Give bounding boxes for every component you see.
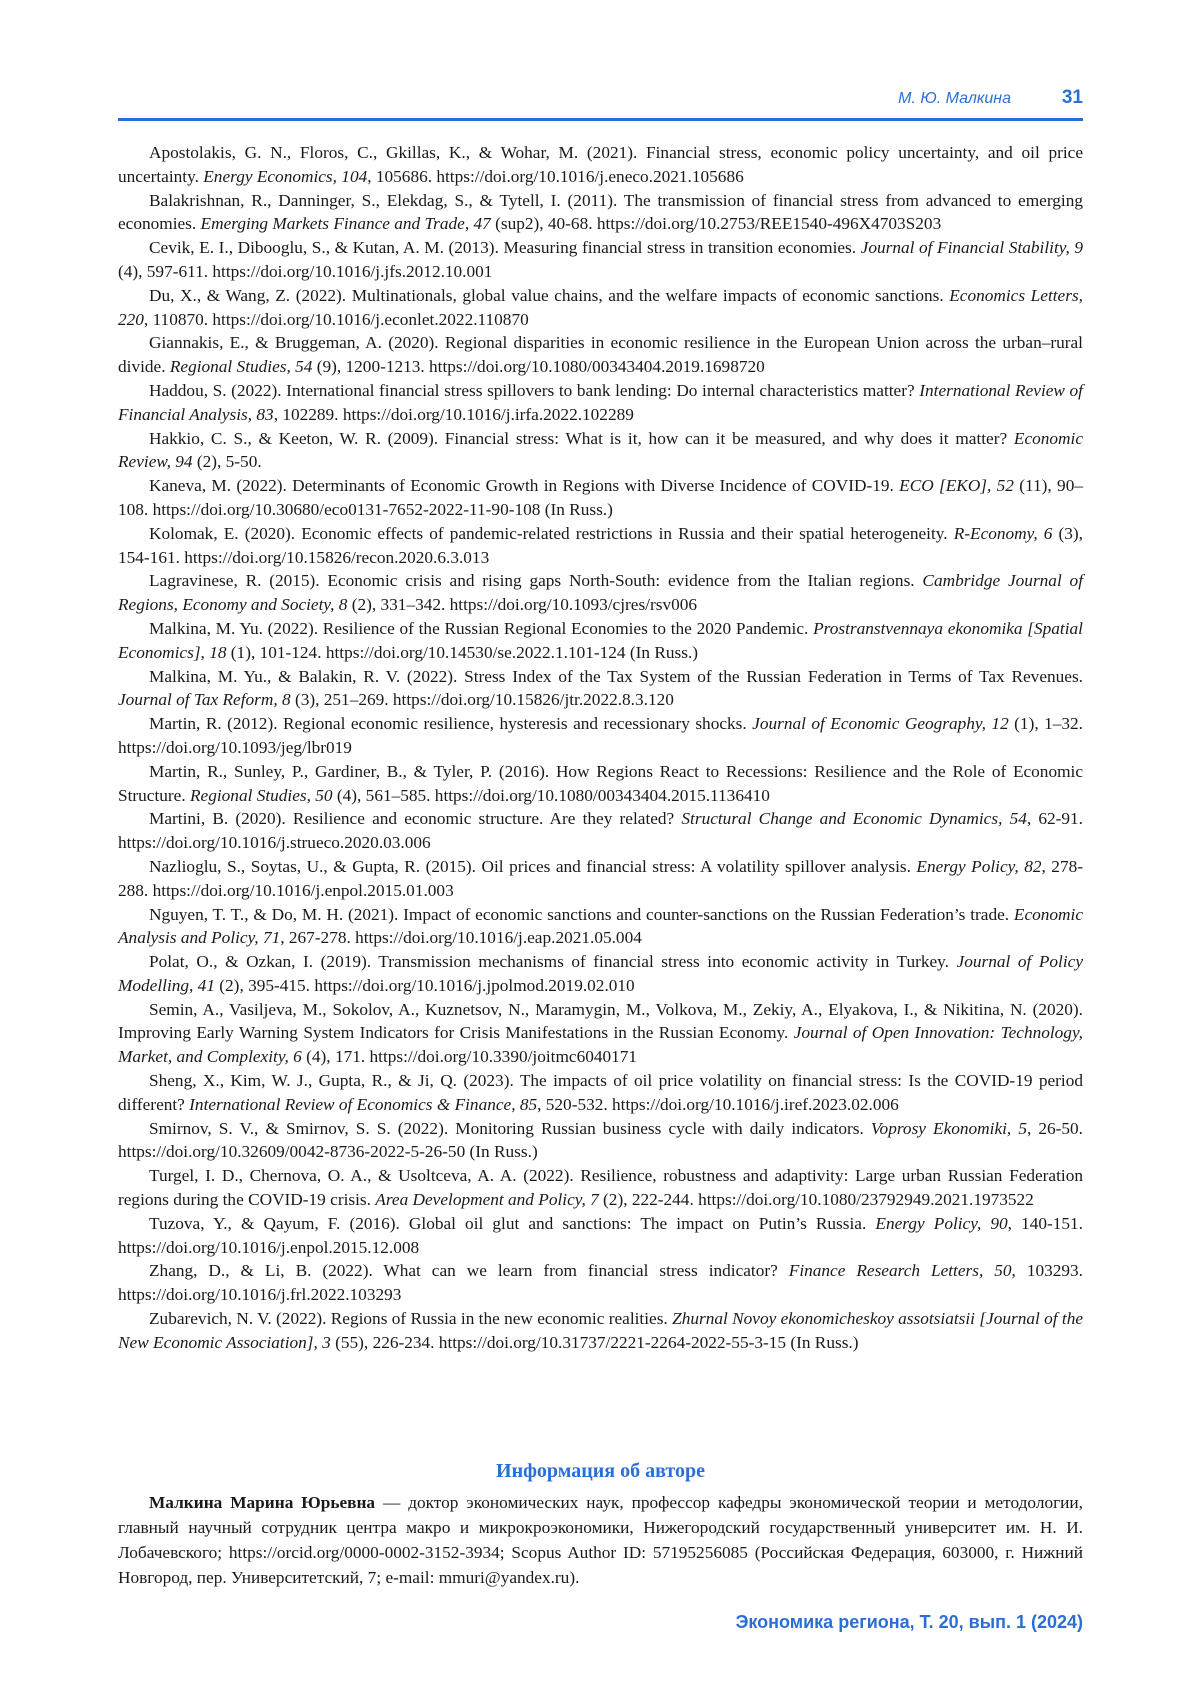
reference-citation: Cevik, E. I., Dibooglu, S., & Kutan, A. M. (2013). Measuring financial stress in transition economies.: [149, 238, 861, 258]
reference-item: [118, 1069, 1083, 1117]
reference-citation: Nazlioglu, S., Soytas, U., & Gupta, R. (2015). Oil prices and financial stress: A volatility spillover analysis.: [149, 856, 917, 876]
reference-source: Journal of Tax Reform, 8: [118, 690, 291, 710]
reference-details: (55), 226-234. https://doi.org/10.31737/2221-2264-2022-55-3-15 (In Russ.): [330, 1332, 859, 1352]
reference-details: (11), 90–108. https://doi.org/10.30680/eco0131-7652-2022-11-90-108 (In Russ.): [118, 476, 1083, 519]
reference-item: [118, 903, 1083, 951]
reference-item: [118, 474, 1083, 522]
reference-details: (1), 1–32. https://doi.org/10.1093/jeg/lbr019: [118, 714, 1083, 757]
reference-citation: Martin, R., Sunley, P., Gardiner, B., & Tyler, P. (2016). How Regions React to Recessions: Resilience and the Role of Economic Structure.: [118, 761, 1083, 805]
reference-details: , 278-288. https://doi.org/10.1016/j.enpol.2015.01.003: [118, 856, 1083, 900]
reference-citation: Balakrishnan, R., Danninger, S., Elekdag, S., & Tytell, I. (2011). The transmission of financial stress from advanced to emerging economies.: [118, 190, 1083, 234]
reference-item: [118, 522, 1083, 570]
author-name: Малкина Марина Юрьевна: [149, 1493, 376, 1512]
reference-source: International Review of Economics & Finance, 85: [189, 1094, 538, 1114]
reference-item: [118, 1117, 1083, 1165]
reference-item: [118, 569, 1083, 617]
reference-item: [118, 236, 1083, 284]
reference-item: [118, 807, 1083, 855]
reference-citation: Martini, B. (2020). Resilience and economic structure. Are they related?: [149, 809, 682, 829]
reference-citation: Semin, A., Vasiljeva, M., Sokolov, A., Kuznetsov, N., Maramygin, M., Volkova, M., Zekiy, A., Elyakova, I., & Nikitina, N. (2020). Improving Early Warning System Indicators for Crisis Manifestations in the Russian Economy.: [118, 999, 1083, 1043]
reference-citation: Zhang, D., & Li, B. (2022). What can we learn from financial stress indicator?: [149, 1261, 789, 1281]
reference-details: , 140-151. https://doi.org/10.1016/j.enpol.2015.12.008: [118, 1213, 1083, 1257]
page-number: 31: [1061, 87, 1083, 108]
reference-item: [118, 141, 1083, 189]
reference-source: Energy Policy, 90: [875, 1213, 1008, 1233]
reference-item: [118, 712, 1083, 760]
reference-details: (sup2), 40-68. https://doi.org/10.2753/REE1540-496X4703S203: [490, 214, 942, 234]
reference-citation: Sheng, X., Kim, W. J., Gupta, R., & Ji, Q. (2023). The impacts of oil price volatility on financial stress: Is the COVID-19 period different?: [118, 1071, 1083, 1114]
reference-item: [118, 1212, 1083, 1260]
reference-item: [118, 760, 1083, 808]
reference-citation: Malkina, M. Yu., & Balakin, R. V. (2022). Stress Index of the Tax System of the Russian Federation in Terms of Tax Revenues.: [149, 666, 1083, 686]
reference-details: , 103293. https://doi.org/10.1016/j.frl.2022.103293: [118, 1261, 1083, 1305]
reference-details: (2), 395-415. https://doi.org/10.1016/j.jpolmod.2019.02.010: [214, 975, 635, 995]
reference-citation: Hakkio, C. S., & Keeton, W. R. (2009). Financial stress: What is it, how can it be measured, and why does it matter?: [149, 428, 1014, 448]
reference-item: [118, 998, 1083, 1069]
reference-citation: Lagravinese, R. (2015). Economic crisis and rising gaps North-South: evidence from the Italian regions.: [149, 571, 923, 591]
reference-details: (9), 1200-1213. https://doi.org/10.1080/00343404.2019.1698720: [312, 357, 765, 377]
reference-citation: Kolomak, E. (2020). Economic effects of pandemic-related restrictions in Russia and their spatial heterogeneity.: [149, 523, 954, 543]
reference-details: , 520-532. https://doi.org/10.1016/j.iref.2023.02.006: [537, 1094, 899, 1114]
reference-item: [118, 1164, 1083, 1212]
reference-item: [118, 617, 1083, 665]
header-author: М. Ю. Малкина: [898, 90, 1011, 107]
reference-source: Journal of Policy Modelling, 41: [118, 952, 1083, 995]
reference-source: Energy Economics, 104: [203, 166, 368, 186]
reference-source: Regional Studies, 54: [169, 357, 313, 377]
reference-details: , 110870. https://doi.org/10.1016/j.econlet.2022.110870: [143, 309, 529, 329]
reference-item: [118, 1307, 1083, 1355]
reference-source: Structural Change and Economic Dynamics, 54: [681, 809, 1027, 829]
reference-details: , 26-50. https://doi.org/10.32609/0042-8736-2022-5-26-50 (In Russ.): [118, 1118, 1083, 1162]
reference-citation: Du, X., & Wang, Z. (2022). Multinationals, global value chains, and the welfare impacts of economic sanctions.: [149, 285, 950, 305]
reference-citation: Polat, O., & Ozkan, I. (2019). Transmission mechanisms of financial stress into economic activity in Turkey.: [149, 952, 957, 972]
reference-source: Journal of Financial Stability, 9: [860, 238, 1083, 258]
reference-item: [118, 189, 1083, 237]
reference-source: Zhurnal Novoy ekonomicheskoy assotsiatsii [Journal of the New Economic Association], 3: [118, 1309, 1083, 1352]
reference-source: Regional Studies, 50: [190, 785, 333, 805]
reference-source: Emerging Markets Finance and Trade, 47: [200, 214, 491, 234]
reference-source: Economic Review, 94: [118, 428, 1083, 472]
reference-source: Voprosy Ekonomiki, 5: [870, 1118, 1027, 1138]
reference-source: Cambridge Journal of Regions, Economy and Society, 8: [118, 571, 1083, 615]
reference-item: [118, 379, 1083, 427]
reference-item: [118, 284, 1083, 332]
reference-source: Area Development and Policy, 7: [375, 1190, 599, 1210]
reference-details: , 267-278. https://doi.org/10.1016/j.eap.2021.05.004: [280, 928, 642, 948]
author-info: [118, 1490, 1083, 1590]
reference-citation: Zubarevich, N. V. (2022). Regions of Russia in the new economic realities.: [149, 1309, 673, 1329]
reference-citation: Tuzova, Y., & Qayum, F. (2016). Global oil glut and sanctions: The impact on Putin’s Russia.: [149, 1213, 876, 1233]
reference-source: Economics Letters, 220: [118, 285, 1083, 329]
reference-source: Economic Analysis and Policy, 71: [118, 904, 1083, 948]
reference-citation: Nguyen, T. T., & Do, M. H. (2021). Impact of economic sanctions and counter-sanctions on the Russian Federation’s trade.: [149, 904, 1014, 924]
reference-citation: Giannakis, E., & Bruggeman, A. (2020). Regional disparities in economic resilience in the European Union across the urban–rural divide.: [118, 333, 1083, 377]
reference-citation: Apostolakis, G. N., Floros, C., Gkillas, K., & Wohar, M. (2021). Financial stress, economic policy uncertainty, and oil price uncertainty.: [118, 143, 1083, 186]
reference-item: [118, 1259, 1083, 1307]
reference-details: (2), 5-50.: [192, 452, 262, 472]
reference-citation: Smirnov, S. V., & Smirnov, S. S. (2022). Monitoring Russian business cycle with daily indicators.: [149, 1118, 871, 1138]
reference-source: Energy Policy, 82: [916, 856, 1042, 876]
reference-details: , 102289. https://doi.org/10.1016/j.irfa.2022.102289: [273, 404, 634, 424]
reference-source: Journal of Open Innovation: Technology, Market, and Complexity, 6: [118, 1023, 1083, 1067]
journal-footer: Экономика региона, Т. 20, вып. 1 (2024): [735, 1612, 1083, 1632]
author-details: — доктор экономических наук, профессор кафедры экономической теории и методологии, главный научный сотрудник центра макро и микрокроэкономики, Нижегородский государственный университет им. Н. И. Лобачевского; https://orcid.org/0000-0002-3152-3934; Scopus Author ID: 57195256085 (Российская Федерация, 603000, г. Нижний Новгород, пер. Университетский, 7; e-mail: mmuri@yandex.ru).: [118, 1493, 1083, 1587]
reference-source: International Review of Financial Analysis, 83: [118, 380, 1083, 424]
author-info-heading: Информация об авторе: [496, 1460, 705, 1482]
reference-details: , 62-91. https://doi.org/10.1016/j.strueco.2020.03.006: [118, 809, 1083, 853]
reference-list: [118, 141, 1083, 1355]
reference-source: Prostranstvennaya ekonomika [Spatial Economics], 18: [118, 618, 1083, 662]
reference-details: (2), 222-244. https://doi.org/10.1080/23792949.2021.1973522: [598, 1190, 1034, 1210]
reference-details: , 105686. https://doi.org/10.1016/j.eneco.2021.105686: [367, 166, 744, 186]
reference-details: (3), 154-161. https://doi.org/10.15826/recon.2020.6.3.013: [118, 523, 1084, 567]
reference-details: (4), 597-611. https://doi.org/10.1016/j.jfs.2012.10.001: [118, 261, 493, 281]
reference-source: ECO [EKO], 52: [899, 476, 1014, 496]
reference-details: (1), 101-124. https://doi.org/10.14530/se.2022.1.101-124 (In Russ.): [226, 642, 699, 662]
reference-details: (4), 561–585. https://doi.org/10.1080/00343404.2015.1136410: [332, 785, 770, 805]
reference-citation: Martin, R. (2012). Regional economic resilience, hysteresis and recessionary shocks.: [149, 714, 753, 734]
reference-item: [118, 331, 1083, 379]
reference-citation: Kaneva, M. (2022). Determinants of Economic Growth in Regions with Diverse Incidence of COVID-19.: [149, 476, 900, 496]
running-header: [118, 84, 1083, 121]
reference-source: Finance Research Letters, 50: [788, 1261, 1012, 1281]
reference-citation: Haddou, S. (2022). International financial stress spillovers to bank lending: Do internal characteristics matter?: [149, 380, 920, 400]
reference-details: (2), 331–342. https://doi.org/10.1093/cjres/rsv006: [347, 595, 698, 615]
reference-citation: Turgel, I. D., Chernova, O. A., & Usoltceva, A. A. (2022). Resilience, robustness and adaptivity: Large urban Russian Federation regions during the COVID-19 crisis.: [118, 1166, 1083, 1210]
reference-item: [118, 950, 1083, 998]
reference-details: (3), 251–269. https://doi.org/10.15826/jtr.2022.8.3.120: [290, 690, 674, 710]
reference-item: [118, 665, 1083, 713]
reference-citation: Malkina, M. Yu. (2022). Resilience of the Russian Regional Economies to the 2020 Pandemic.: [149, 618, 814, 638]
reference-item: [118, 855, 1083, 903]
reference-source: Journal of Economic Geography, 12: [752, 714, 1009, 734]
reference-item: [118, 427, 1083, 475]
reference-details: (4), 171. https://doi.org/10.3390/joitmc6040171: [301, 1047, 638, 1067]
reference-source: R-Economy, 6: [953, 523, 1053, 543]
